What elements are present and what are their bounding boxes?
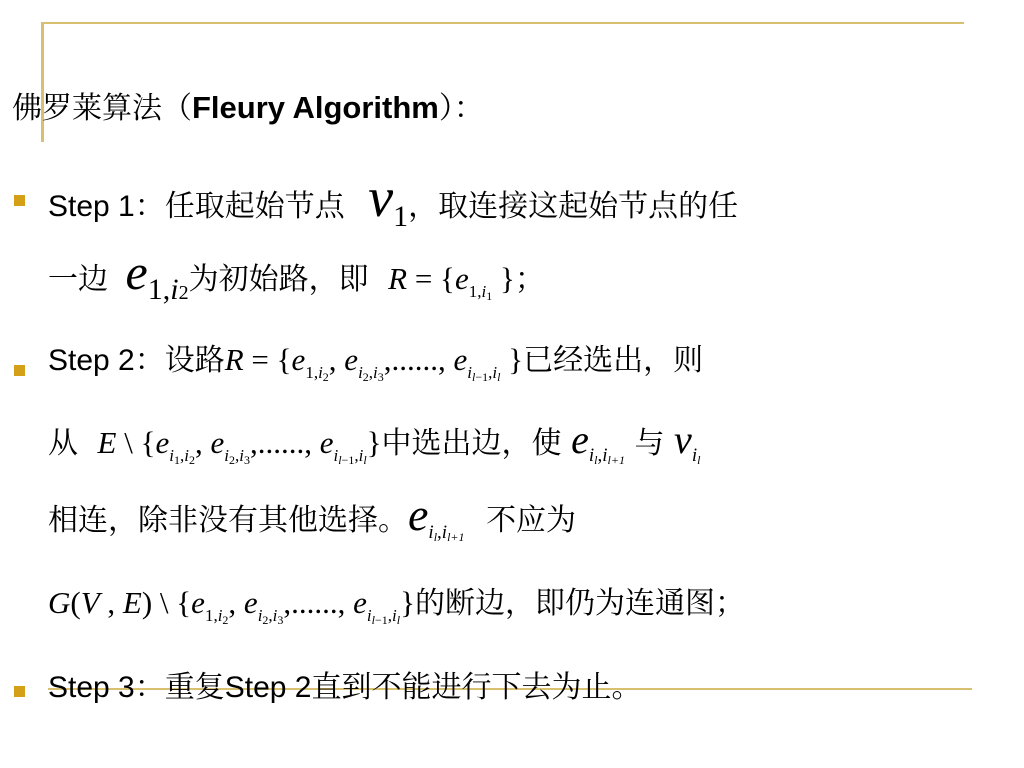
step-2-text-h: 的断边，即仍为连通图； bbox=[415, 586, 745, 621]
step-2-label: Step 2 bbox=[48, 344, 135, 377]
step-1-text-c: 一边 bbox=[48, 262, 108, 297]
math-graph-difference: G(V , E) \ {$e_{1,i2}$, $e_{i2,i3}$,......, $e_{il-1,il}$} bbox=[48, 585, 415, 627]
title-suffix: ）： bbox=[438, 91, 484, 126]
title-prefix: 佛罗莱算法（ bbox=[12, 91, 192, 126]
math-v-il: v bbox=[674, 417, 692, 462]
math-v1-subscript: 1 bbox=[393, 200, 409, 233]
math-v1: v bbox=[368, 167, 394, 229]
bullet-step-1 bbox=[14, 195, 25, 206]
step-2-text-g: 不应为 bbox=[486, 503, 577, 538]
step-1-line-2: 一边 e1,i2为初始路，即 $R = \{e_{1,i1}$ }； bbox=[48, 244, 545, 306]
math-e-1-i2: e bbox=[125, 244, 148, 300]
step-2-line-4 bbox=[48, 583, 745, 629]
step-2-text-b: 已经选出，则 bbox=[523, 343, 704, 378]
step-3-text-b: 直到不能进行下去为止。 bbox=[311, 670, 642, 705]
math-path-init: $R = \{e_{1,i1}$ } bbox=[388, 261, 515, 303]
slide-title bbox=[12, 88, 484, 129]
math-e-il-il1-b: e bbox=[408, 489, 429, 540]
step-1-text-e: ； bbox=[514, 262, 545, 297]
step-2-text-a: ：设路 bbox=[134, 343, 225, 378]
decorative-top-line bbox=[41, 22, 964, 24]
step-2-text-f: 相连，除非没有其他选择。 bbox=[48, 503, 408, 538]
step-2-text-d: 中选出边，使 bbox=[381, 426, 562, 461]
step-1-label: Step 1 bbox=[48, 190, 135, 223]
step-2-text-c: 从 bbox=[48, 426, 78, 461]
step-2-line-2: 从 E \ {$e_{i1,i2}$, $e_{i2,i3}$,......, $e_{il-1,il}$}中选出边，使 $e_{il,il+1}$ 与 $v_{il}$ bbox=[48, 417, 701, 467]
step-3-text-a: ：重复 bbox=[134, 670, 225, 705]
step-1-text-a: ：任取起始节点 bbox=[134, 189, 345, 224]
step-3-ref: Step 2 bbox=[224, 671, 312, 704]
step-1-text-b: ，取连接这起始节点的任 bbox=[408, 189, 739, 224]
step-1-line-1 bbox=[48, 167, 739, 233]
math-path-set: $R = \{e_{1,i2}$, $e_{i2,i3}$,......, $e_{il-1,il}$ } bbox=[224, 342, 524, 384]
bullet-step-3 bbox=[14, 686, 25, 697]
step-2-line-1 bbox=[48, 340, 703, 386]
step-3-line bbox=[48, 668, 641, 708]
math-edge-set-difference: E \ {$e_{i1,i2}$, $e_{i2,i3}$,......, $e_{il-1,il}$} bbox=[97, 425, 382, 467]
math-e-il-il1: e bbox=[571, 417, 589, 462]
step-2-text-e: 与 bbox=[634, 426, 665, 461]
step-2-line-3: 相连，除非没有其他选择。$e_{il,il+1}$ 不应为 bbox=[48, 489, 577, 544]
title-latin: Fleury Algorithm bbox=[192, 90, 439, 125]
step-1-text-d: 为初始路，即 bbox=[188, 262, 369, 297]
bullet-step-2 bbox=[14, 365, 25, 376]
step-3-label: Step 3 bbox=[48, 671, 135, 704]
